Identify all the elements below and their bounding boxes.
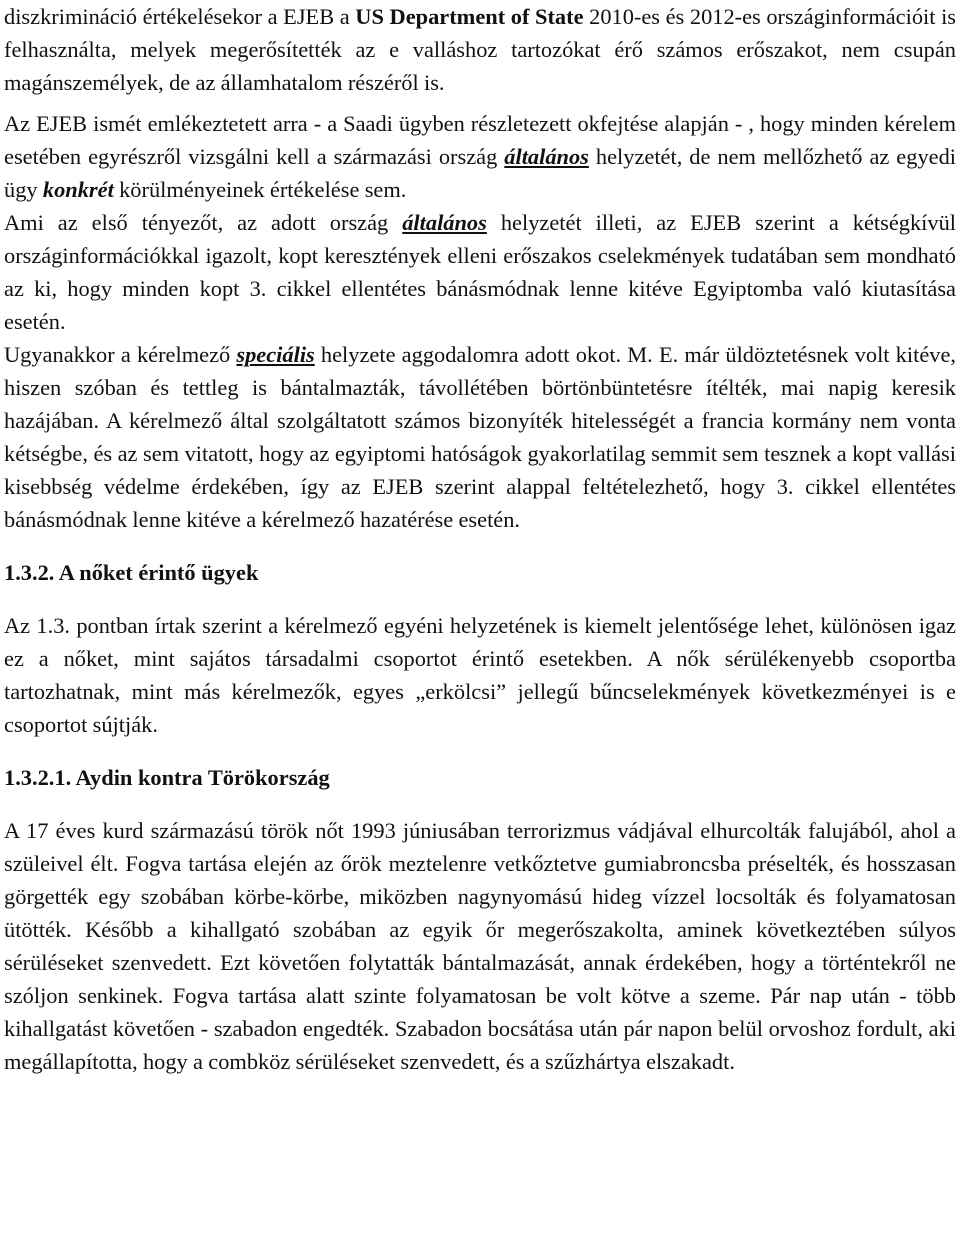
paragraph-aydin-case: A 17 éves kurd származású török nőt 1993 júniusában terrorizmus vádjával elhurcolták falujából, ahol a szüleivel élt. Fogva tartása elején az őrök meztelenre vetkőztetve gumiabroncsba préselték, és hosszasan görgették egy szobában körbe-körbe, miközben nagynyomású hideg vízzel locsolták és folyamatosan ütötték. Később a kihallgató szobában az egyik őr megerőszakolta, aminek következtében súlyos sérüléseket szenvedett. Ezt követően folytatták bántalmazását, annak érdekében, hogy a történtekről ne szóljon senkinek. Fogva tartása alatt szinte folyamatosan be volt kötve a szeme. Pár nap után - több kihallgatást követően - szabadon engedték. Szabadon bocsátása után pár napon belül orvoshoz fordult, aki megállapította, hogy a combköz sérüléseket szenvedett, és a szűzhártya elszakadt. <box>4 818 956 1074</box>
text: Ugyanakkor a kérelmező <box>4 342 237 367</box>
section-heading-women: 1.3.2. A nőket érintő ügyek <box>4 560 259 585</box>
section-heading-aydin: 1.3.2.1. Aydin kontra Törökország <box>4 765 330 790</box>
emphasis-altalanos: általános <box>504 144 589 169</box>
text: körülményeinek értékelése sem. <box>113 177 407 202</box>
paragraph-special-situation <box>4 338 956 536</box>
text: helyzetét illeti, az EJEB szerint a kétségkívül országinformációkkal igazolt, kopt keresztények elleni erőszakos cselekmények tudatában sem mondható az ki, hogy minden kopt 3. cikkel ellentétes bánásmódnak lenne kitéve Egyiptomba való kiutasítása esetén. <box>4 210 956 334</box>
text: helyzete aggodalomra adott okot. M. E. már üldöztetésnek volt kitéve, hiszen szóban és tettleg is bántalmazták, távollétében börtönbüntetésre ítélték, mai napig keresik hazájában. A kérelmező által szolgáltatott számos bizonyíték hitelességét a francia kormány nem vonta kétségbe, és az sem vitatott, hogy az egyiptomi hatóságok gyakorlatilag semmit sem tesznek a kopt vallási kisebbség védelme érdekében, így az EJEB szerint alappal feltételezhető, hogy 3. cikkel ellentétes bánásmódnak lenne kitéve a kérelmező hazatérése esetén. <box>4 342 956 532</box>
text: helyzetét, de nem mellőzhető az egyedi ügy <box>4 144 956 202</box>
text: Az EJEB ismét emlékeztetett arra - a Saadi ügyben részletezett okfejtése alapján - , hogy minden kérelem esetében egyrészről vizsgálni kell a származási ország <box>4 111 956 169</box>
emphasis-konkret: konkrét <box>42 177 114 202</box>
emphasis-altalanos: általános <box>402 210 487 235</box>
paragraph-women-cases: Az 1.3. pontban írtak szerint a kérelmező egyéni helyzetének is kiemelt jelentősége lehet, különösen igaz ez a nőket, mint sajátos társadalmi csoportot érintő esetekben. A nők sérülékenyebb csoportba tartozhatnak, mint más kérelmezők, egyes „erkölcsi” jellegű bűncselekmények következményei is e csoportot sújtják. <box>4 613 956 737</box>
us-department-of-state: US Department of State <box>355 4 584 29</box>
text: Ami az első tényezőt, az adott ország <box>4 210 403 235</box>
text: 2010-es és 2012-es országinformációit is felhasználta, melyek megerősítették az e valláshoz tartozókat érő számos erőszakot, nem csupán magánszemélyek, de az államhatalom részéről is. <box>4 4 957 95</box>
paragraph-saadi-reminder <box>4 107 956 206</box>
paragraph-first-factor <box>4 206 956 338</box>
emphasis-specialis: speciális <box>236 342 315 367</box>
text: diszkrimináció értékelésekor a EJEB a <box>4 4 356 29</box>
paragraph-us-department <box>4 0 956 99</box>
